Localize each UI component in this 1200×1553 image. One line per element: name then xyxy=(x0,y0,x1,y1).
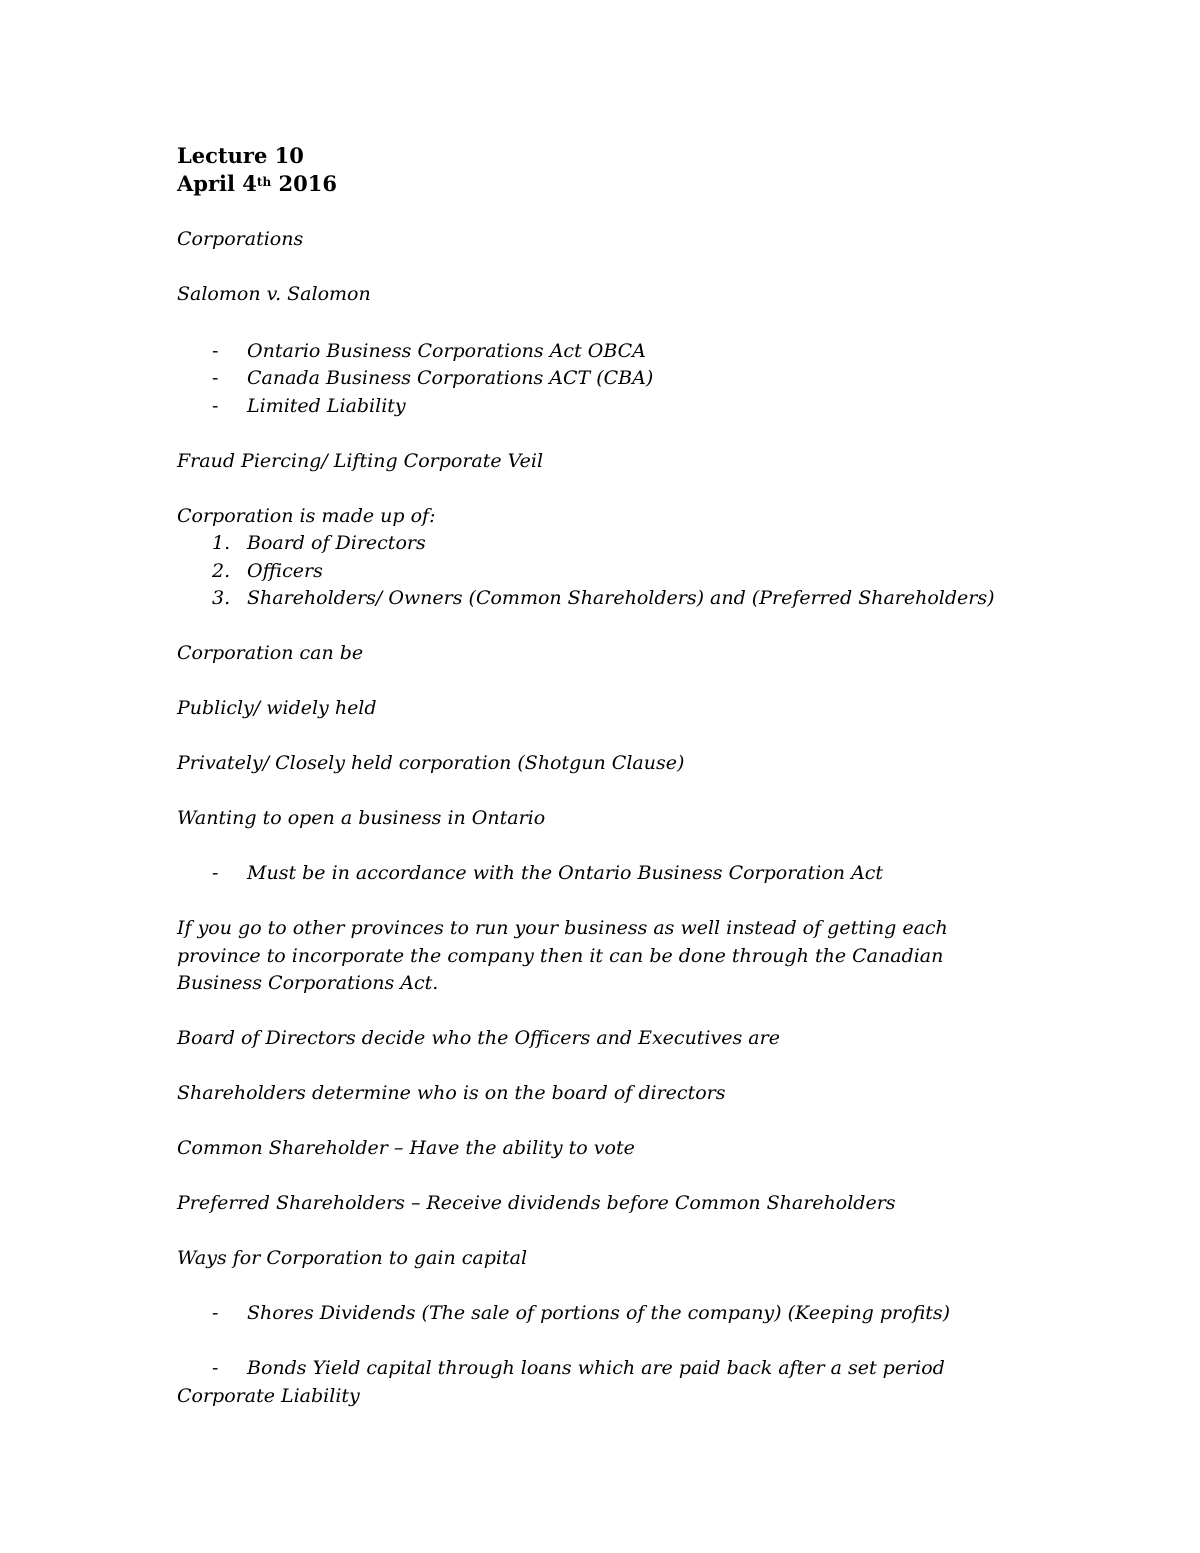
fraud-text: Fraud Piercing/ Lifting Corporate Veil xyxy=(177,450,544,472)
list-item: Shareholders/ Owners (Common Shareholders) and (Preferred Shareholders) xyxy=(247,587,995,609)
date-prefix: April 4 xyxy=(177,171,257,196)
list-number: 1. xyxy=(212,532,231,554)
bullet-dash: - xyxy=(212,862,219,884)
provinces-paragraph-line: If you go to other provinces to run your business as well instead of getting each xyxy=(177,917,948,939)
list-item: Officers xyxy=(247,560,323,582)
date-ordinal-suffix: th xyxy=(256,175,272,189)
lecture-date xyxy=(177,170,337,198)
lecture-title: Lecture 10 xyxy=(177,143,304,168)
case-text: Salomon v. Salomon xyxy=(177,283,371,305)
provinces-paragraph-line: province to incorporate the company then it can be done through the Canadian xyxy=(177,945,944,967)
act-item: Limited Liability xyxy=(247,395,406,417)
bullet-dash: - xyxy=(212,1357,219,1379)
bonds-item: Bonds Yield capital through loans which are paid back after a set period xyxy=(247,1357,945,1379)
preferred-shareholders-text: Preferred Shareholders – Receive dividends before Common Shareholders xyxy=(177,1192,896,1214)
made-up-intro: Corporation is made up of: xyxy=(177,505,436,527)
bullet-dash: - xyxy=(212,1302,219,1324)
public-text: Publicly/ widely held xyxy=(177,697,377,719)
list-item: Board of Directors xyxy=(247,532,426,554)
corporate-liability-text: Corporate Liability xyxy=(177,1385,360,1407)
wanting-text: Wanting to open a business in Ontario xyxy=(177,807,546,829)
common-shareholder-text: Common Shareholder – Have the ability to vote xyxy=(177,1137,635,1159)
provinces-paragraph-line: Business Corporations Act. xyxy=(177,972,439,994)
bullet-dash: - xyxy=(212,340,219,362)
list-number: 3. xyxy=(212,587,231,609)
act-item: Canada Business Corporations ACT (CBA) xyxy=(247,367,654,389)
bullet-dash: - xyxy=(212,395,219,417)
shores-item: Shores Dividends (The sale of portions of the company) (Keeping profits) xyxy=(247,1302,951,1324)
board-decide-text: Board of Directors decide who the Officers and Executives are xyxy=(177,1027,780,1049)
list-number: 2. xyxy=(212,560,231,582)
date-year: 2016 xyxy=(271,171,337,196)
topic-text: Corporations xyxy=(177,228,304,250)
private-text: Privately/ Closely held corporation (Shotgun Clause) xyxy=(177,752,685,774)
ways-text: Ways for Corporation to gain capital xyxy=(177,1247,528,1269)
shareholders-determine-text: Shareholders determine who is on the board of directors xyxy=(177,1082,726,1104)
act-item: Ontario Business Corporations Act OBCA xyxy=(247,340,646,362)
can-be-text: Corporation can be xyxy=(177,642,364,664)
must-be-item: Must be in accordance with the Ontario Business Corporation Act xyxy=(247,862,884,884)
bullet-dash: - xyxy=(212,367,219,389)
